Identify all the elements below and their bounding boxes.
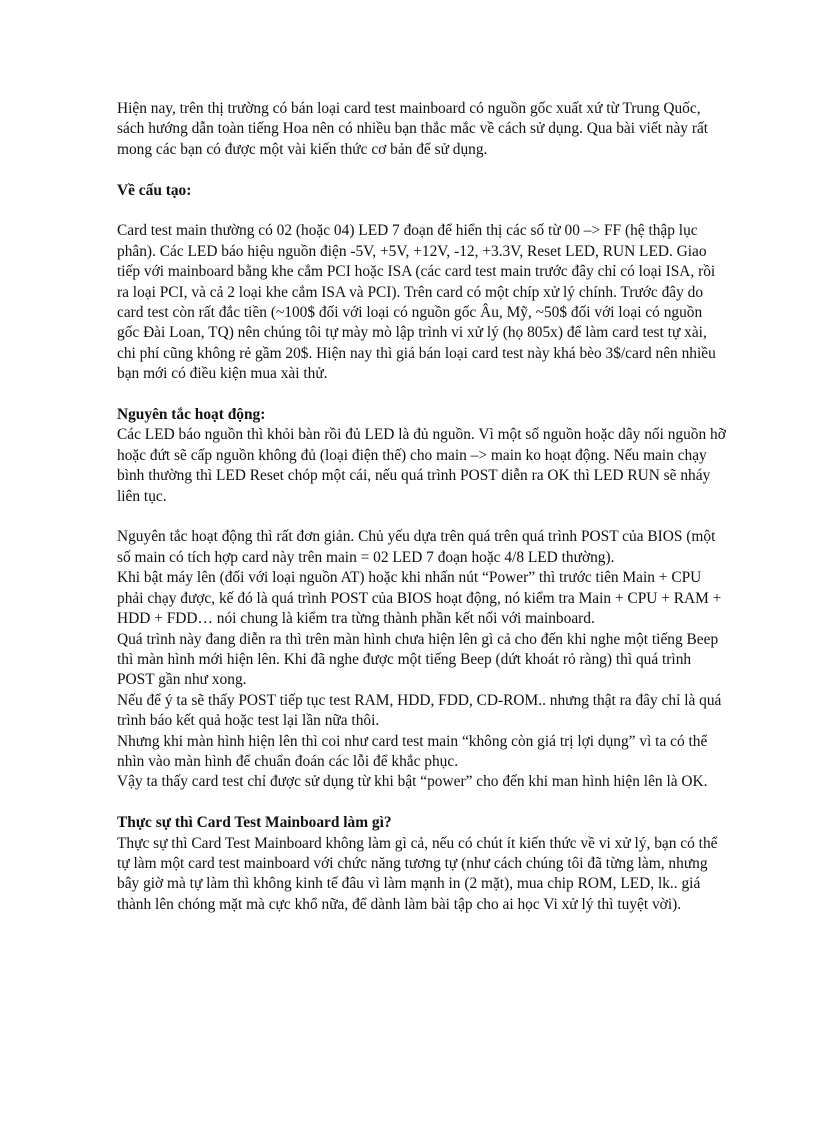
paragraph-nguyen-tac-7: Vậy ta thấy card test chỉ được sử dụng từ khi bật “power” cho đến khi man hình hiện lên là OK. [117,773,708,791]
paragraph-cau-tao: Card test main thường có 02 (hoặc 04) LED 7 đoạn để hiển thị các số từ 00 –> FF (hệ thập lục phân). Các LED báo hiệu nguồn điện -5V, +5V, +12V, -12, +3.3V, Reset LED, RUN LED. Giao tiếp với mainboard bằng khe cắm PCI hoặc ISA (các card test main trước đây chỉ có loại ISA, rồi ra loại PCI, và cả 2 loại khe cắm ISA và PCI). Trên card có một chíp xử lý chính. Trước đây do card test còn rất đắc tiền (~100$ đối với loại có nguồn gốc Âu, Mỹ, ~50$ đối với loại có nguồn gốc Đài Loan, TQ) nên chúng tôi tự mày mò lập trình vi xử lý (họ 805x) để làm card test tự xài, chi phí cũng không rẻ gầm 20$. Hiện nay thì giá bán loại card test này khá bèo 3$/card nên nhiều bạn mới có điều kiện mua xài thử. [117,222,716,383]
paragraph-thuc-su: Thực sự thì Card Test Mainboard không làm gì cả, nếu có chút ít kiến thức về vi xử lý, bạn có thể tự làm một card test mainboard với chức năng tương tự (như cách chúng tôi đã từng làm, nhưng bây giờ mà tự làm thì không kinh tế đâu vì làm mạnh in (2 mặt), mua chip ROM, LED, lk.. giá thành lên chóng mặt mà cực khổ nữa, để dành làm bài tập cho ai học Vi xử lý thì tuyệt vời). [117,834,718,913]
paragraph-nguyen-tac-6: Nhưng khi màn hình hiện lên thì coi như card test main “không còn giá trị lợi dụng” vì ta có thể nhìn vào màn hình để chuẩn đoán các lỗi để khắc phục. [117,732,708,770]
paragraph-nguyen-tac-2: Nguyên tắc hoạt động thì rất đơn giản. Chủ yếu dựa trên quá trên quá trình POST của BIOS (một số main có tích hợp card này trên main = 02 LED 7 đoạn hoặc 4/8 LED thường). [117,528,716,566]
paragraph-nguyen-tac-5: Nếu để ý ta sẽ thấy POST tiếp tục test RAM, HDD, FDD, CD-ROM.. nhưng thật ra đây chỉ là quá trình báo kết quả hoặc test lại lần nữa thôi. [117,691,722,730]
heading-cau-tao: Về cấu tạo: [117,181,192,199]
heading-nguyen-tac: Nguyên tắc hoạt động: [117,406,266,424]
document-page [117,99,727,915]
intro-paragraph: Hiện nay, trên thị trường có bán loại card test mainboard có nguồn gốc xuất xứ từ Trung Quốc, sách hướng dẫn toàn tiếng Hoa nên có nhiều bạn thắc mắc về cách sử dụng. Qua bài viết này rất mong các bạn có được một vài kiến thức cơ bản để sử dụng. [117,100,709,158]
heading-thuc-su: Thực sự thì Card Test Mainboard làm gì? [117,814,392,832]
paragraph-nguyen-tac-4: Quá trình này đang diễn ra thì trên màn hình chưa hiện lên gì cả cho đến khi nghe một tiếng Beep thì màn hình mới hiện lên. Khi đã nghe được một tiếng Beep (dứt khoát rỏ ràng) thì quá trình POST gần như xong. [117,630,719,689]
paragraph-nguyen-tac-3: Khi bật máy lên (đối với loại nguồn AT) hoặc khi nhấn nút “Power” thì trước tiên Main + CPU phải chạy được, kế đó là quá trình POST của BIOS hoạt động, nó kiểm tra Main + CPU + RAM + HDD + FDD… nói chung là kiểm tra từng thành phần kết nối với mainboard. [117,569,722,628]
paragraph-nguyen-tac-1: Các LED báo nguồn thì khỏi bàn rồi đủ LED là đủ nguồn. Vì một số nguồn hoặc dây nối nguồn hỡ hoặc đứt sẽ cấp nguồn không đủ (loại điện thế) cho main –> main ko hoạt động. Nếu main chạy bình thường thì LED Reset chóp một cái, nếu quá trình POST diễn ra OK thì LED RUN sẽ nháy liên tục. [117,426,726,505]
